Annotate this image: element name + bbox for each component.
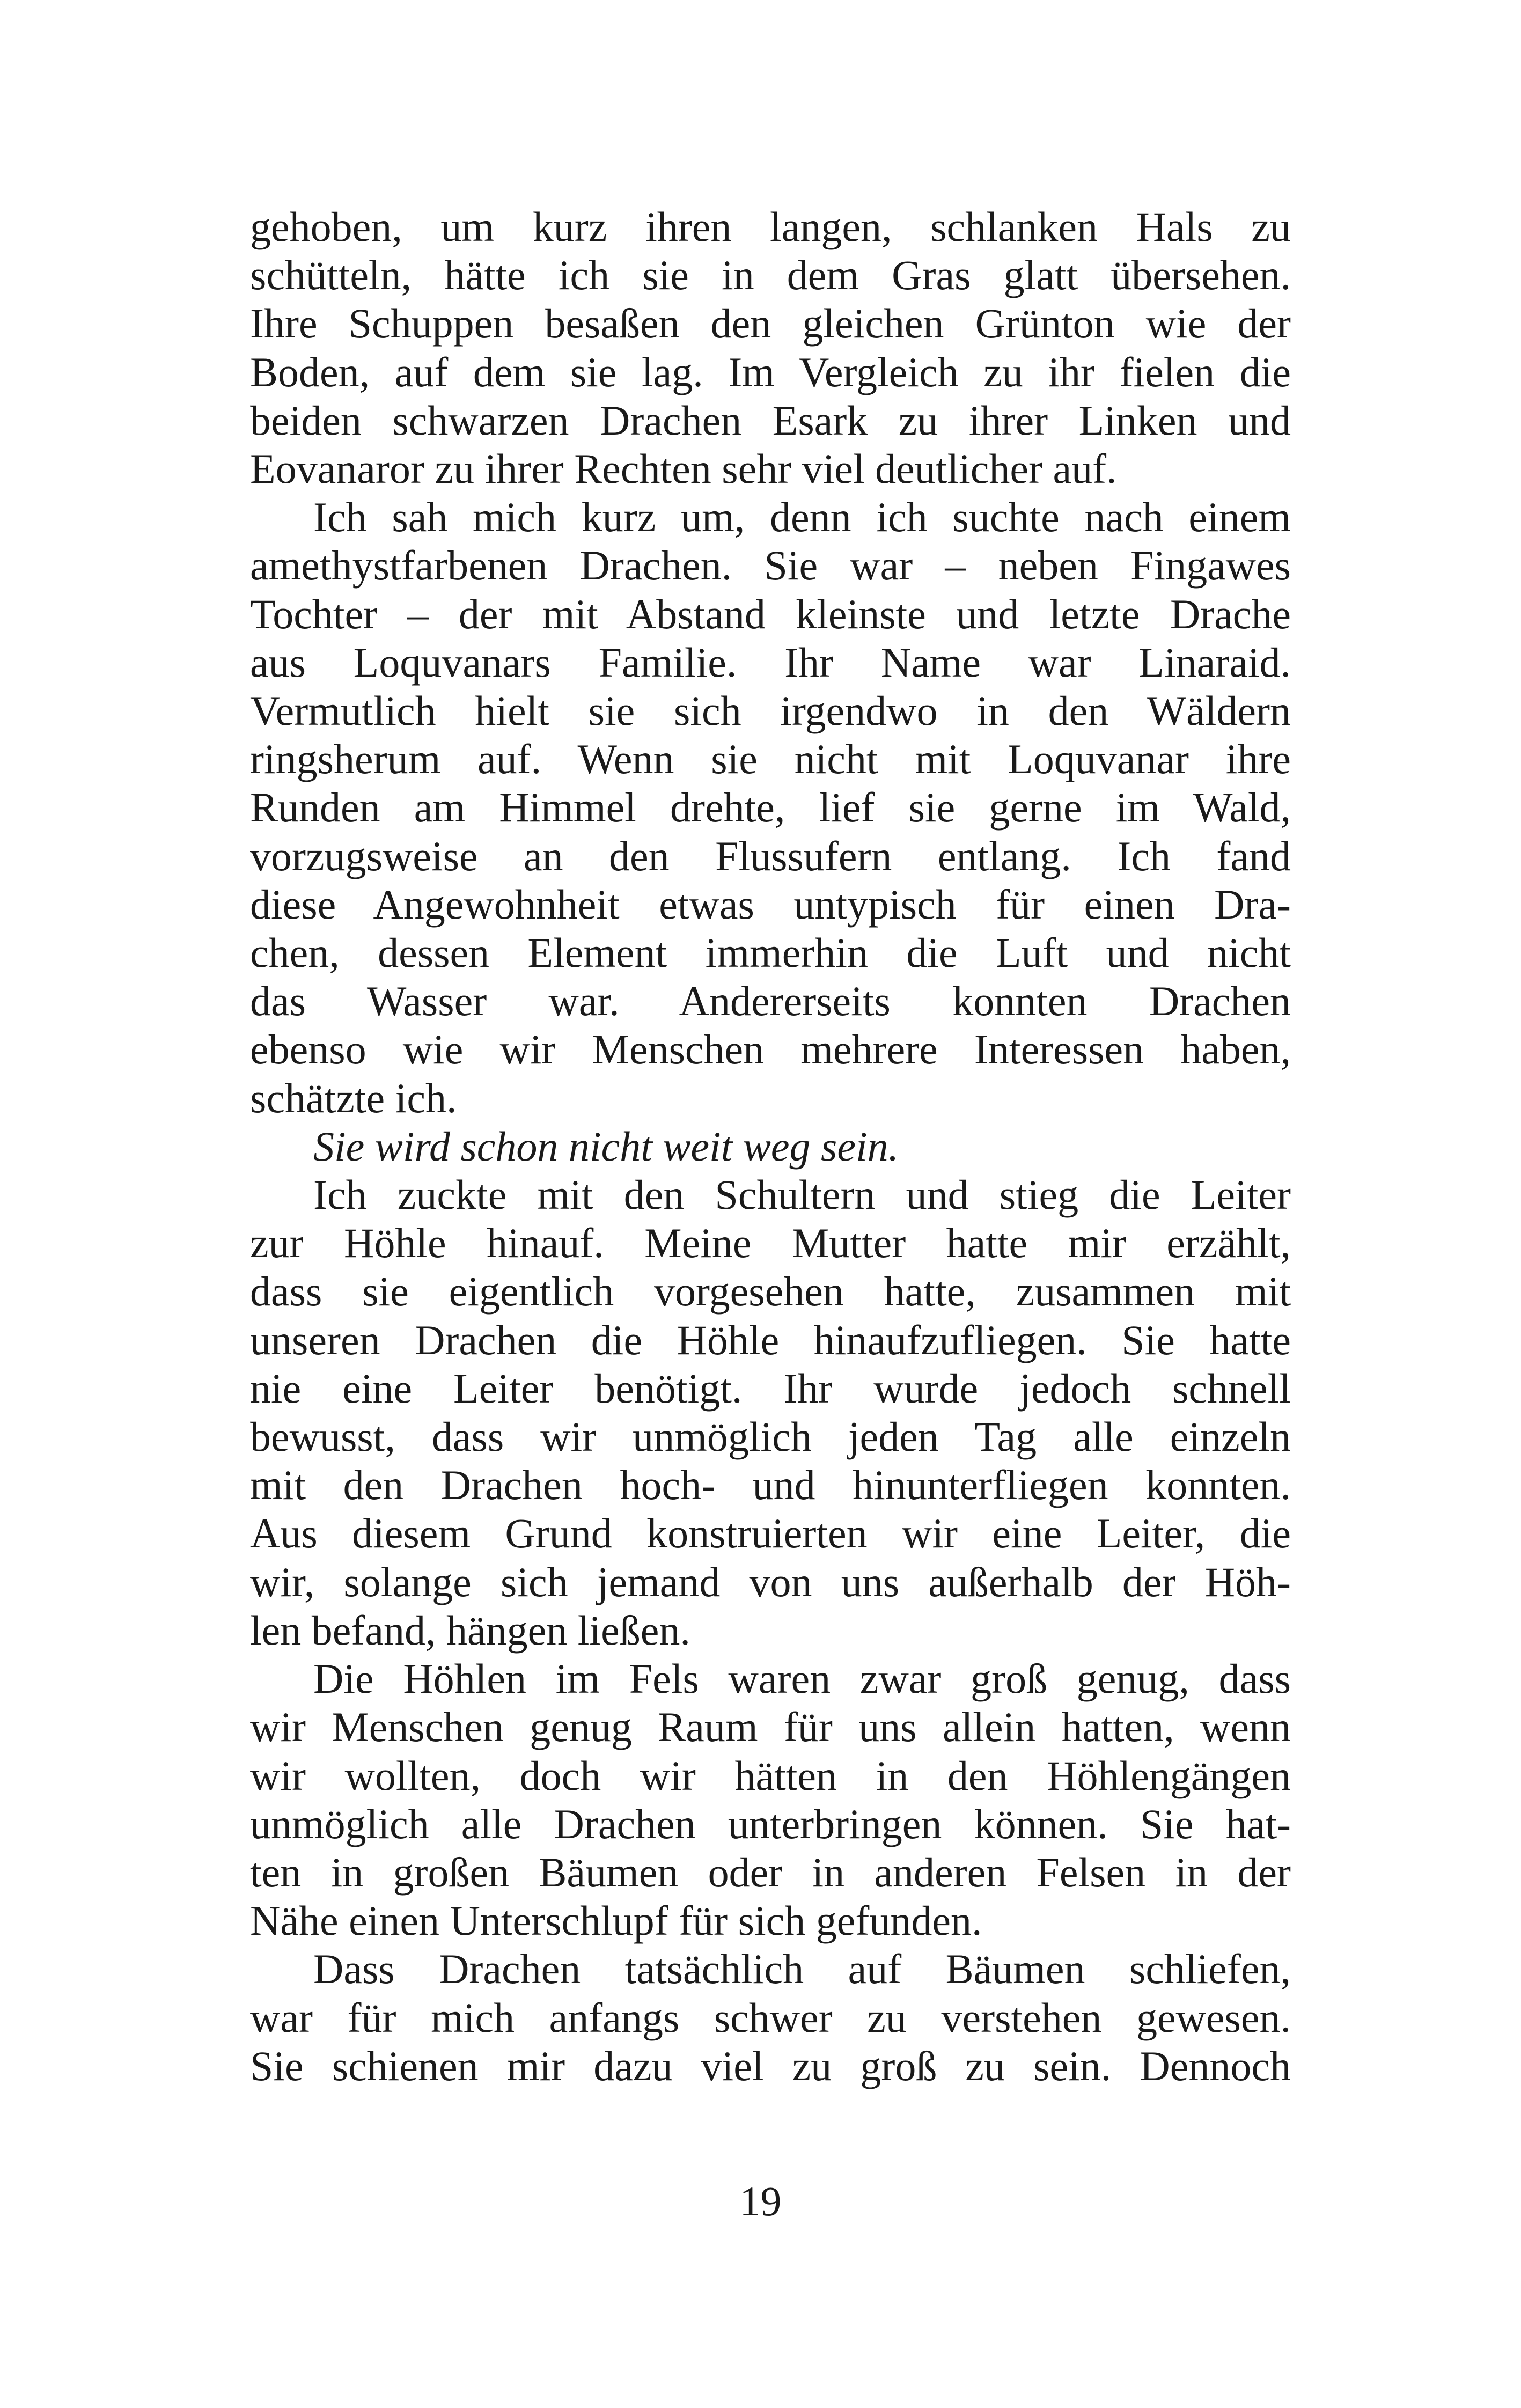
text-line: amethystfarbenen Drachen. Sie war – neben Fingawes: [250, 542, 1291, 589]
text-line: Nähe einen Unterschlupf für sich gefunden.: [250, 1897, 982, 1944]
text-line: unmöglich alle Drachen unterbringen können. Sie hat-: [250, 1800, 1291, 1847]
text-line: Ich zuckte mit den Schultern und stieg die Leiter: [313, 1171, 1291, 1218]
text-line: mit den Drachen hoch- und hinunterfliegen konnten.: [250, 1462, 1291, 1509]
text-line: Aus diesem Grund konstruierten wir eine Leiter, die: [250, 1510, 1291, 1557]
text-line: unseren Drachen die Höhle hinaufzufliegen. Sie hatte: [250, 1316, 1291, 1363]
text-line: Sie wird schon nicht weit weg sein.: [313, 1122, 899, 1170]
text-line: ringsherum auf. Wenn sie nicht mit Loquvanar ihre: [250, 736, 1291, 783]
text-line: schätzte ich.: [250, 1074, 457, 1121]
text-line: diese Angewohnheit etwas untypisch für einen Dra-: [250, 880, 1291, 928]
paragraph: [250, 493, 1291, 1122]
text-line: wir Menschen genug Raum für uns allein hatten, wenn: [250, 1704, 1291, 1751]
text-line: war für mich anfangs schwer zu verstehen gewesen.: [250, 1994, 1291, 2041]
text-line: das Wasser war. Andererseits konnten Drachen: [250, 978, 1291, 1025]
text-line: dass sie eigentlich vorgesehen hatte, zusammen mit: [250, 1268, 1291, 1315]
text-line: zur Höhle hinauf. Meine Mutter hatte mir erzählt,: [250, 1220, 1291, 1267]
text-line: len befand, hängen ließen.: [250, 1606, 690, 1654]
paragraph: [250, 1655, 1291, 1945]
text-line: Boden, auf dem sie lag. Im Vergleich zu ihr fielen die: [250, 348, 1291, 395]
text-line: Dass Drachen tatsächlich auf Bäumen schliefen,: [313, 1946, 1291, 1993]
text-line: beiden schwarzen Drachen Esark zu ihrer Linken und: [250, 397, 1291, 444]
text-line: bewusst, dass wir unmöglich jeden Tag alle einzeln: [250, 1413, 1291, 1460]
text-line: Ihre Schuppen besaßen den gleichen Grünton wie der: [250, 300, 1291, 347]
text-line: aus Loquvanars Familie. Ihr Name war Linaraid.: [250, 638, 1291, 686]
page-body-text: [250, 203, 1291, 2090]
text-line: ten in großen Bäumen oder in anderen Felsen in der: [250, 1848, 1291, 1896]
text-line: chen, dessen Element immerhin die Luft und nicht: [250, 929, 1291, 977]
text-line: Eovanaror zu ihrer Rechten sehr viel deutlicher auf.: [250, 445, 1117, 493]
text-line: nie eine Leiter benötigt. Ihr wurde jedoch schnell: [250, 1364, 1291, 1412]
text-line: vorzugsweise an den Flussufern entlang. Ich fand: [250, 832, 1291, 879]
text-line: Sie schienen mir dazu viel zu groß zu sein. Dennoch: [250, 2042, 1291, 2089]
text-line: wir, solange sich jemand von uns außerhalb der Höh-: [250, 1558, 1291, 1605]
text-line: Runden am Himmel drehte, lief sie gerne im Wald,: [250, 784, 1291, 831]
italic-thought: [250, 1122, 1291, 1171]
text-line: Vermutlich hielt sie sich irgendwo in den Wäldern: [250, 687, 1291, 735]
text-line: Ich sah mich kurz um, denn ich suchte nach einem: [313, 494, 1291, 541]
paragraph: [250, 1945, 1291, 2090]
paragraph: [250, 203, 1291, 493]
text-line: wir wollten, doch wir hätten in den Höhlengängen: [250, 1752, 1291, 1799]
page-number: 19: [739, 2178, 782, 2225]
text-line: schütteln, hätte ich sie in dem Gras glatt übersehen.: [250, 252, 1291, 299]
text-line: gehoben, um kurz ihren langen, schlanken Hals zu: [250, 203, 1291, 250]
paragraph: [250, 1171, 1291, 1655]
text-line: Tochter – der mit Abstand kleinste und letzte Drache: [250, 590, 1291, 637]
text-line: ebenso wie wir Menschen mehrere Interessen haben,: [250, 1026, 1291, 1073]
text-line: Die Höhlen im Fels waren zwar groß genug, dass: [313, 1655, 1291, 1702]
